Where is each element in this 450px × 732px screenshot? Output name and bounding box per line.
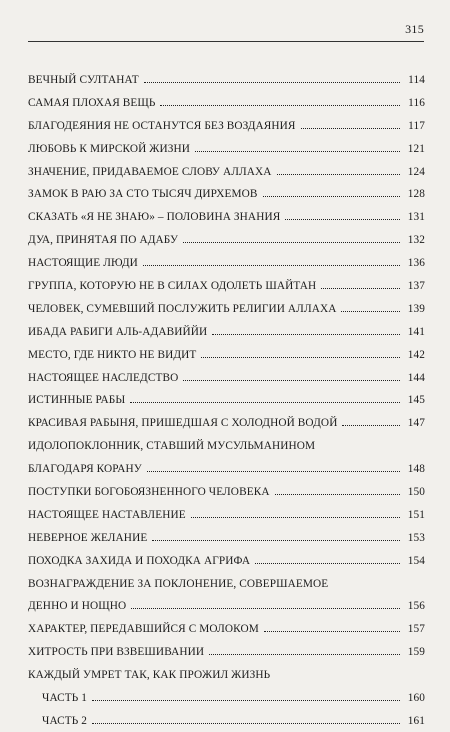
toc-entry-line bbox=[28, 343, 425, 361]
toc-dot-leader bbox=[301, 128, 400, 129]
toc-entry bbox=[28, 160, 425, 183]
toc-entry-title: ИДОЛОПОКЛОННИК, СТАВШИЙ МУСУЛЬМАНИНОМ bbox=[28, 440, 316, 453]
toc-entry bbox=[28, 709, 425, 732]
toc-entry-line bbox=[28, 228, 425, 246]
toc-entry-line bbox=[28, 549, 425, 567]
toc-dot-leader bbox=[143, 265, 400, 266]
toc-entry-page: 145 bbox=[407, 394, 425, 407]
toc-dot-leader bbox=[144, 82, 400, 83]
toc-dot-leader bbox=[212, 334, 400, 335]
toc-dot-leader bbox=[152, 540, 400, 541]
toc-entry-line bbox=[28, 137, 425, 155]
toc-dot-leader bbox=[264, 631, 400, 632]
toc-dot-leader bbox=[183, 242, 400, 243]
toc-dot-leader bbox=[131, 608, 400, 609]
toc-entry bbox=[28, 182, 425, 205]
toc-entry-page: 114 bbox=[408, 74, 425, 86]
toc-entry-title: НАСТОЯЩЕЕ НАСТАВЛЕНИЕ bbox=[28, 508, 186, 521]
toc-entry-line bbox=[28, 572, 425, 590]
toc-entry-page: 144 bbox=[407, 371, 425, 384]
toc-entry bbox=[28, 343, 425, 366]
toc-entry-line bbox=[28, 182, 425, 200]
toc-entry-title: МЕСТО, ГДЕ НИКТО НЕ ВИДИТ bbox=[28, 348, 197, 361]
toc-entry bbox=[28, 274, 425, 297]
toc-entry bbox=[28, 251, 425, 274]
toc-entry-page: 117 bbox=[408, 119, 425, 132]
toc-entry bbox=[28, 549, 425, 572]
toc-dot-leader bbox=[201, 357, 400, 358]
toc-entry-title: ПОСТУПКИ БОГОБОЯЗНЕННОГО ЧЕЛОВЕКА bbox=[28, 486, 270, 499]
toc-entry-page: 153 bbox=[407, 531, 425, 544]
toc-entry-line bbox=[28, 663, 425, 681]
toc-dot-leader bbox=[275, 494, 400, 495]
toc-entry-page: 139 bbox=[407, 302, 425, 315]
toc-dot-leader bbox=[191, 517, 400, 518]
toc-dot-leader bbox=[147, 471, 400, 472]
toc-entry-title: НАСТОЯЩИЕ ЛЮДИ bbox=[28, 257, 138, 270]
toc-entry bbox=[28, 228, 425, 251]
toc-entry-page: 124 bbox=[407, 165, 425, 178]
toc-entry-line bbox=[28, 594, 425, 612]
toc-dot-leader bbox=[130, 402, 400, 403]
toc-entry-title: ЗНАЧЕНИЕ, ПРИДАВАЕМОЕ СЛОВУ АЛЛАХА bbox=[28, 165, 272, 178]
toc-entry-line bbox=[28, 205, 425, 223]
toc-entry-page: 121 bbox=[407, 142, 425, 155]
toc-entry-page: 148 bbox=[407, 463, 425, 476]
toc-entry-line bbox=[28, 388, 425, 406]
toc-entry-page: 116 bbox=[408, 96, 425, 109]
toc-dot-leader bbox=[160, 105, 400, 106]
toc-entry-page: 128 bbox=[407, 188, 425, 201]
toc-entry-title: ДЕННО И НОЩНО bbox=[28, 600, 127, 613]
toc-entry-title: КАЖДЫЙ УМРЕТ ТАК, КАК ПРОЖИЛ ЖИЗНЬ bbox=[28, 669, 271, 682]
toc-entry bbox=[28, 594, 425, 617]
toc-dot-leader bbox=[92, 723, 400, 724]
toc-entry-page: 141 bbox=[407, 325, 425, 338]
toc-entry-title: ЧАСТЬ 2 bbox=[42, 714, 88, 727]
page-number: 315 bbox=[405, 22, 424, 36]
toc-entry-line bbox=[28, 366, 425, 384]
toc-entry-title: ЧЕЛОВЕК, СУМЕВШИЙ ПОСЛУЖИТЬ РЕЛИГИИ АЛЛАХА bbox=[28, 302, 337, 315]
toc-entry-line bbox=[42, 709, 425, 727]
toc-entry-page: 157 bbox=[407, 623, 425, 636]
toc-entry-title: ПОХОДКА ЗАХИДА И ПОХОДКА АГРИФА bbox=[28, 554, 251, 567]
toc-entry-line bbox=[28, 251, 425, 269]
toc-entry-title: ГРУППА, КОТОРУЮ НЕ В СИЛАХ ОДОЛЕТЬ ШАЙТАН bbox=[28, 280, 317, 293]
toc-entry-page: 160 bbox=[407, 692, 425, 705]
toc-entry bbox=[28, 640, 425, 663]
toc-entry-line bbox=[28, 526, 425, 544]
toc-entry bbox=[28, 526, 425, 549]
toc-dot-leader bbox=[195, 151, 400, 152]
toc-entry-title: ЧАСТЬ 1 bbox=[42, 692, 88, 705]
toc-entry-page: 154 bbox=[407, 554, 425, 567]
toc-entry bbox=[28, 137, 425, 160]
toc-entry-line bbox=[28, 320, 425, 338]
table-of-contents bbox=[28, 68, 425, 732]
toc-entry-title: ИСТИННЫЕ РАБЫ bbox=[28, 394, 126, 407]
toc-entry-line bbox=[28, 434, 425, 452]
toc-entry bbox=[28, 114, 425, 137]
toc-entry-title: ДУА, ПРИНЯТАЯ ПО АДАБУ bbox=[28, 234, 179, 247]
toc-entry bbox=[28, 320, 425, 343]
toc-entry bbox=[28, 457, 425, 480]
toc-entry bbox=[28, 617, 425, 640]
header-rule bbox=[28, 41, 424, 42]
toc-entry-title: БЛАГОДАРЯ КОРАНУ bbox=[28, 463, 142, 476]
toc-dot-leader bbox=[321, 288, 400, 289]
toc-entry bbox=[28, 686, 425, 709]
toc-entry-title: НАСТОЯЩЕЕ НАСЛЕДСТВО bbox=[28, 371, 179, 384]
toc-entry-page: 142 bbox=[407, 348, 425, 361]
toc-entry bbox=[28, 503, 425, 526]
toc-entry-title: КРАСИВАЯ РАБЫНЯ, ПРИШЕДШАЯ С ХОЛОДНОЙ ВОДОЙ bbox=[28, 417, 338, 430]
toc-entry bbox=[28, 388, 425, 411]
toc-entry-title: САМАЯ ПЛОХАЯ ВЕЩЬ bbox=[28, 96, 156, 109]
toc-dot-leader bbox=[285, 219, 400, 220]
toc-entry bbox=[28, 434, 425, 457]
toc-entry-title: ХИТРОСТЬ ПРИ ВЗВЕШИВАНИИ bbox=[28, 646, 205, 659]
toc-dot-leader bbox=[263, 196, 400, 197]
toc-entry-page: 137 bbox=[407, 280, 425, 293]
toc-entry-title: НЕВЕРНОЕ ЖЕЛАНИЕ bbox=[28, 531, 148, 544]
toc-entry-title: ХАРАКТЕР, ПЕРЕДАВШИЙСЯ С МОЛОКОМ bbox=[28, 623, 259, 636]
toc-entry-page: 151 bbox=[407, 508, 425, 521]
toc-entry bbox=[28, 411, 425, 434]
toc-entry-line bbox=[28, 274, 425, 292]
toc-entry-page: 131 bbox=[407, 211, 425, 224]
toc-entry-title: ВОЗНАГРАЖДЕНИЕ ЗА ПОКЛОНЕНИЕ, СОВЕРШАЕМОЕ bbox=[28, 577, 329, 590]
toc-entry bbox=[28, 663, 425, 686]
toc-entry-line bbox=[28, 617, 425, 635]
toc-entry bbox=[28, 366, 425, 389]
toc-entry-line bbox=[28, 640, 425, 658]
toc-entry-line bbox=[28, 457, 425, 475]
toc-entry-page: 132 bbox=[407, 234, 425, 247]
toc-entry-line bbox=[28, 297, 425, 315]
toc-entry bbox=[28, 572, 425, 595]
toc-dot-leader bbox=[255, 563, 400, 564]
toc-entry-page: 147 bbox=[407, 417, 425, 430]
toc-entry-line bbox=[28, 480, 425, 498]
toc-dot-leader bbox=[341, 311, 400, 312]
toc-entry-line bbox=[28, 411, 425, 429]
toc-entry bbox=[28, 91, 425, 114]
toc-entry bbox=[28, 297, 425, 320]
toc-entry-title: ВЕЧНЫЙ СУЛТАНАТ bbox=[28, 74, 139, 86]
toc-entry-line bbox=[28, 91, 425, 109]
toc-entry-title: СКАЗАТЬ «Я НЕ ЗНАЮ» – ПОЛОВИНА ЗНАНИЯ bbox=[28, 211, 281, 224]
toc-entry-title: БЛАГОДЕЯНИЯ НЕ ОСТАНУТСЯ БЕЗ ВОЗДАЯНИЯ bbox=[28, 119, 296, 132]
toc-entry-title: ЗАМОК В РАЮ ЗА СТО ТЫСЯЧ ДИРХЕМОВ bbox=[28, 188, 258, 201]
toc-entry bbox=[28, 205, 425, 228]
toc-entry-title: ЛЮБОВЬ К МИРСКОЙ ЖИЗНИ bbox=[28, 142, 191, 155]
toc-entry-line bbox=[28, 68, 425, 86]
toc-entry-page: 136 bbox=[407, 257, 425, 270]
toc-dot-leader bbox=[183, 380, 400, 381]
toc-entry-page: 156 bbox=[407, 600, 425, 613]
toc-entry-title: ИБАДА РАБИГИ АЛЬ-АДАВИЙЙИ bbox=[28, 325, 208, 338]
toc-dot-leader bbox=[209, 654, 400, 655]
toc-entry-page: 161 bbox=[407, 714, 425, 727]
toc-entry-line bbox=[28, 114, 425, 132]
toc-entry-line bbox=[28, 503, 425, 521]
toc-entry bbox=[28, 68, 425, 91]
toc-dot-leader bbox=[342, 425, 400, 426]
toc-entry-page: 150 bbox=[407, 486, 425, 499]
toc-dot-leader bbox=[277, 174, 400, 175]
toc-entry bbox=[28, 480, 425, 503]
toc-dot-leader bbox=[92, 700, 400, 701]
toc-entry-page: 159 bbox=[407, 646, 425, 659]
toc-entry-line bbox=[28, 160, 425, 178]
